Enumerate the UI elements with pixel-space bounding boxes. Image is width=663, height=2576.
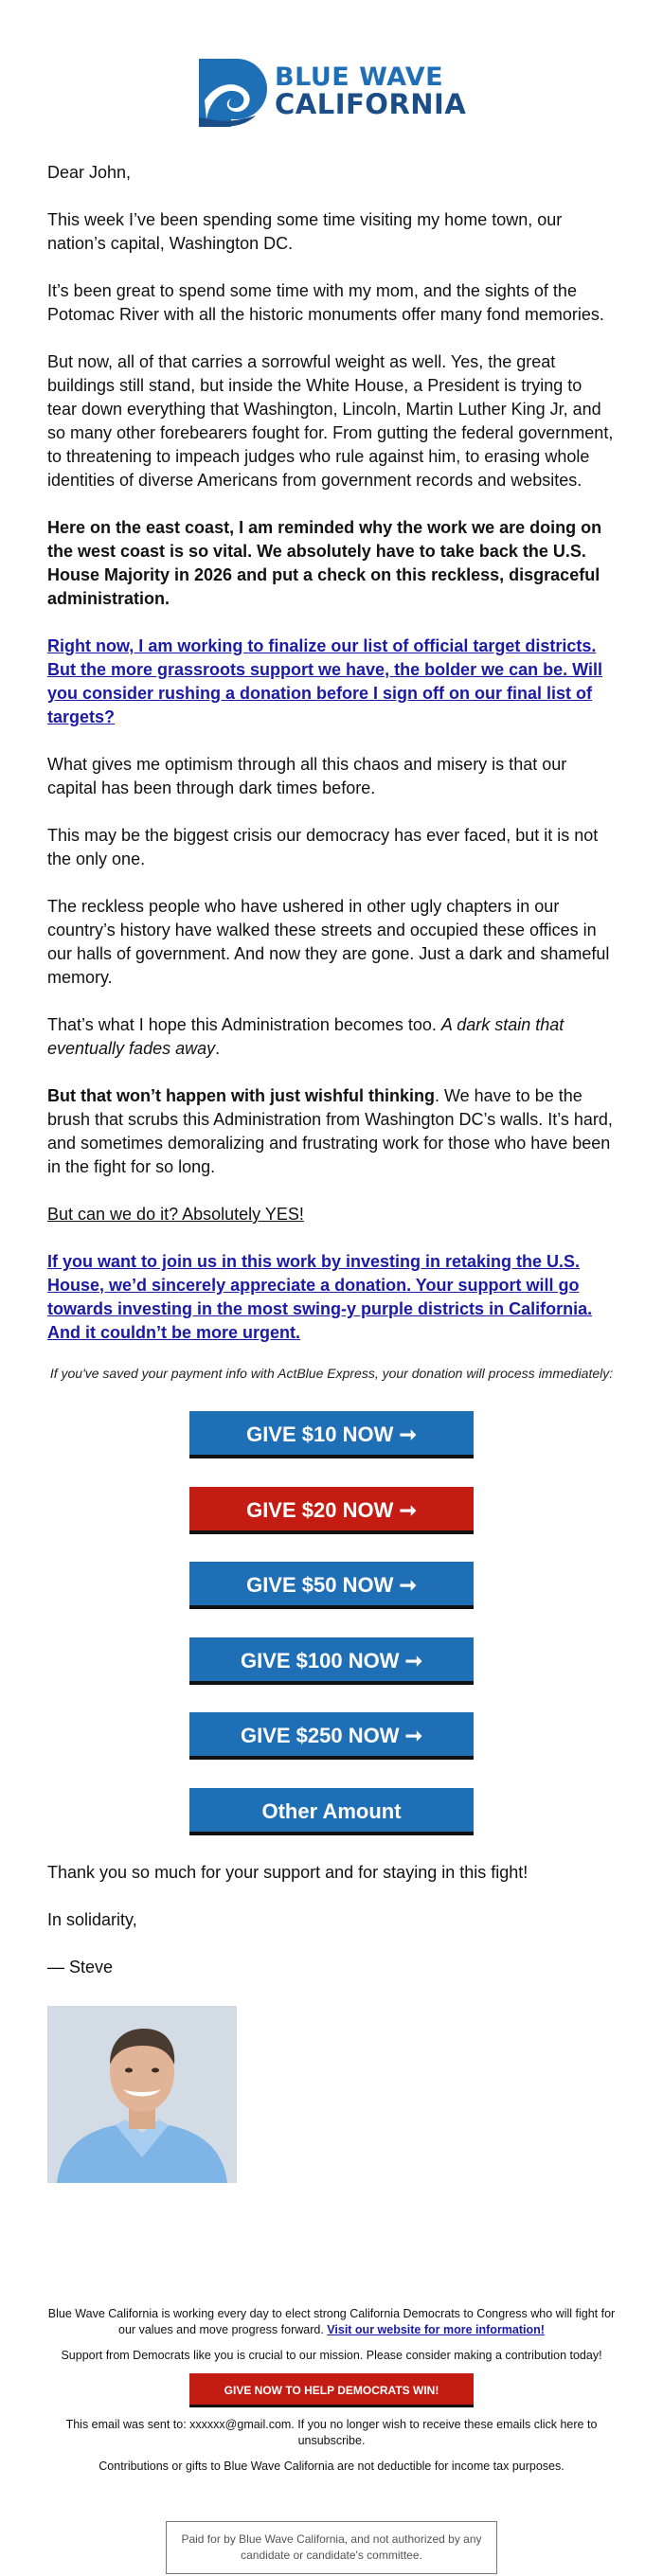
paragraph-sorrowful: But now, all of that carries a sorrowful weight as well. Yes, the great buildings still stand, but inside the White House, a President is trying to tear down everything that Washington, Lincoln, Martin Luther King Jr, and so many other forebearers fought for. From gutting the federal government, to threatening to impeach judges who rule against him, to erasing whole identities of diverse Americans from government records and websites. bbox=[47, 352, 614, 490]
give-10-button[interactable]: GIVE $10 NOW ➞ bbox=[189, 1411, 474, 1458]
steve-photo bbox=[47, 2006, 237, 2183]
paragraph-join-us-link bbox=[47, 1250, 616, 1345]
signoff-text: In solidarity, bbox=[47, 1910, 137, 1929]
paragraph-wishful-thinking bbox=[47, 1084, 616, 1179]
give-now-help-democrats-button[interactable]: GIVE NOW TO HELP DEMOCRATS WIN! bbox=[189, 2373, 474, 2407]
dark-stain-text: That’s what I hope this Administration becomes too. bbox=[47, 1015, 441, 1034]
paragraph-east-coast: Here on the east coast, I am reminded why the work we are doing on the west coast is so vital. We absolutely have to take back the U.S. House Majority in 2026 and put a check on this reckless, disgraceful administration. bbox=[47, 518, 602, 608]
footer-sent-to[interactable]: This email was sent to: xxxxxx@gmail.com. If you no longer wish to receive these emails click here to unsubscribe. bbox=[65, 2418, 598, 2447]
paragraph-crisis: This may be the biggest crisis our democracy has ever faced, but it is not the only one. bbox=[47, 826, 599, 868]
paragraph-hometown: This week I’ve been spending some time visiting my home town, our nation’s capital, Washington DC. bbox=[47, 210, 563, 253]
footer-about bbox=[47, 2306, 616, 2338]
email-body bbox=[47, 161, 616, 1368]
join-us-donate-link[interactable]: If you want to join us in this work by investing in retaking the U.S. House, we’d sincerely appreciate a donation. Your support will go towards investing in the most swing-y purple districts in California. And it couldn’t be more urgent. bbox=[47, 1252, 593, 1342]
give-100-button[interactable]: GIVE $100 NOW ➞ bbox=[189, 1637, 474, 1685]
wave-logo-icon bbox=[199, 59, 267, 127]
footer-tax-disclaimer: Contributions or gifts to Blue Wave California are not deductible for income tax purposes. bbox=[99, 2460, 564, 2473]
portrait-image bbox=[47, 2006, 237, 2183]
closing-section bbox=[47, 1861, 616, 2003]
footer bbox=[47, 2306, 616, 2484]
give-50-button[interactable]: GIVE $50 NOW ➞ bbox=[189, 1562, 474, 1609]
wishful-thinking-rest: . We have to be the brush that scrubs this Administration from Washington DC’s walls. It’s hard, and sometimes demoralizing and frustrating work for those who have been in the fight for so long. bbox=[47, 1086, 613, 1176]
other-amount-button[interactable]: Other Amount bbox=[189, 1788, 474, 1835]
greeting: Dear John, bbox=[47, 163, 132, 182]
paragraph-target-districts-link bbox=[47, 635, 616, 729]
visit-website-link[interactable]: Visit our website for more information! bbox=[327, 2323, 545, 2336]
footer-support: Support from Democrats like you is crucial to our mission. Please consider making a contribution today! bbox=[61, 2349, 602, 2362]
logo-text-california: CALIFORNIA bbox=[275, 88, 467, 120]
paragraph-mom: It’s been great to spend some time with my mom, and the sights of the Potomac River with all the historic monuments offer many fond memories. bbox=[47, 281, 604, 324]
blue-wave-california-logo bbox=[199, 59, 466, 127]
paid-for-disclaimer: Paid for by Blue Wave California, and not authorized by any candidate or candidate's committee. bbox=[166, 2521, 497, 2574]
paragraph-absolutely-yes: But can we do it? Absolutely YES! bbox=[47, 1205, 304, 1224]
dark-stain-end: . bbox=[215, 1039, 221, 1058]
paragraph-dark-stain bbox=[47, 1013, 616, 1061]
thank-you-text: Thank you so much for your support and for staying in this fight! bbox=[47, 1863, 529, 1882]
give-20-button[interactable]: GIVE $20 NOW ➞ bbox=[189, 1487, 474, 1534]
signature-text: — Steve bbox=[47, 1958, 114, 1977]
wishful-thinking-bold: But that won’t happen with just wishful thinking bbox=[47, 1086, 435, 1105]
actblue-express-note: If you've saved your payment info with ActBlue Express, your donation will process immediately: bbox=[49, 1366, 614, 1381]
logo-text-blue-wave: BLUE WAVE bbox=[275, 63, 444, 92]
footer-about-text: Blue Wave California is working every day to elect strong California Democrats to Congress who will fight for our values and move progress forward. bbox=[47, 2307, 616, 2336]
paragraph-reckless-people: The reckless people who have ushered in other ugly chapters in our country’s history have walked these streets and occupied these offices in our halls of government. And now they are gone. Just a dark and shameful memory. bbox=[47, 897, 610, 987]
target-districts-donate-link[interactable]: Right now, I am working to finalize our list of official target districts. But the more grassroots support we have, the bolder we can be. Will you consider rushing a donation before I sign off on our final list of targets? bbox=[47, 636, 602, 726]
give-250-button[interactable]: GIVE $250 NOW ➞ bbox=[189, 1712, 474, 1760]
paragraph-optimism: What gives me optimism through all this chaos and misery is that our capital has been through dark times before. bbox=[47, 755, 567, 797]
dark-stain-italic: A dark stain that eventually fades away bbox=[47, 1015, 564, 1058]
